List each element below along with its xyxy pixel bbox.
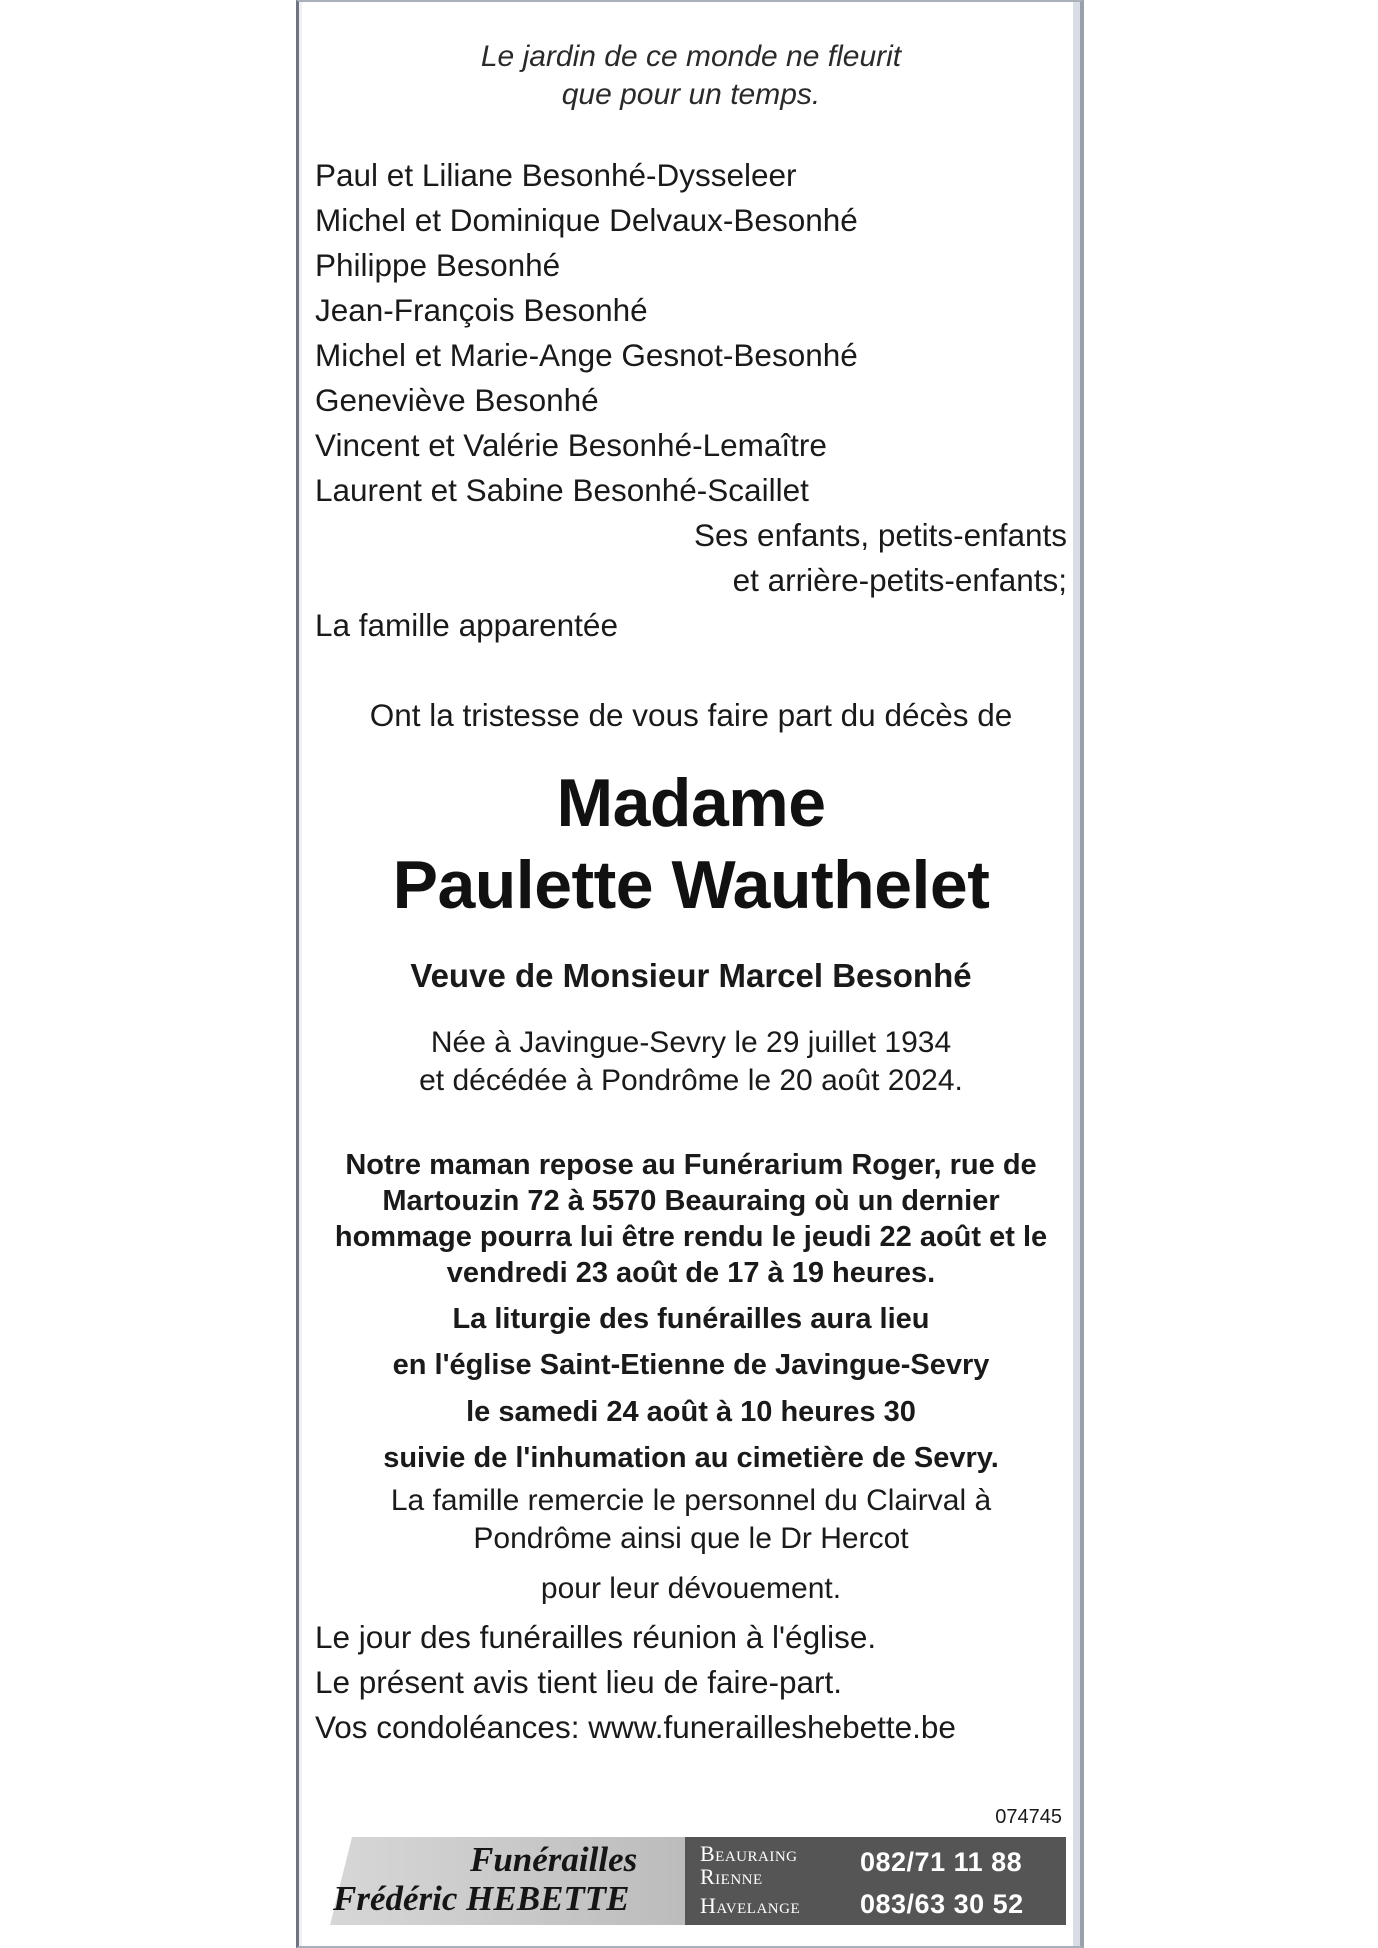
town-rienne: Rienne bbox=[700, 1864, 763, 1889]
details-line-5: La liturgie des funérailles aura lieu bbox=[452, 1303, 930, 1335]
details-line-6: en l'église Saint-Etienne de Javingue-Sevry bbox=[392, 1349, 990, 1381]
details-line-4: vendredi 23 août de 17 à 19 heures. bbox=[446, 1257, 936, 1289]
reference-number: 074745 bbox=[995, 1806, 1062, 1828]
family-member-2: Michel et Dominique Delvaux-Besonhé bbox=[315, 202, 858, 238]
family-member-6: Geneviève Besonhé bbox=[315, 382, 599, 418]
thanks-line-2: Pondrôme ainsi que le Dr Hercot bbox=[473, 1522, 909, 1555]
descendants-line-2: et arrière-petits-enfants; bbox=[732, 562, 1067, 598]
phone-havelange: 083/63 30 52 bbox=[860, 1889, 1024, 1919]
descendants-line-1: Ses enfants, petits-enfants bbox=[694, 517, 1067, 553]
funeral-home-banner bbox=[330, 1837, 1066, 1925]
closing-line-2: Le présent avis tient lieu de faire-part. bbox=[315, 1664, 843, 1700]
family-member-8: Laurent et Sabine Besonhé-Scaillet bbox=[315, 472, 809, 508]
thanks-line-3: pour leur dévouement. bbox=[540, 1572, 842, 1605]
obituary-content bbox=[315, 0, 1067, 1948]
related-family: La famille apparentée bbox=[315, 607, 618, 643]
details-line-8: suivie de l'inhumation au cimetière de Sevry. bbox=[383, 1442, 999, 1474]
death-line: et décédée à Pondrôme le 20 août 2024. bbox=[419, 1064, 963, 1097]
details-line-3: hommage pourra lui être rendu le jeudi 22 août et le bbox=[334, 1221, 1048, 1253]
details-line-1: Notre maman repose au Funérarium Roger, rue de bbox=[345, 1149, 1037, 1181]
closing-line-1: Le jour des funérailles réunion à l'église. bbox=[315, 1619, 877, 1655]
phone-beauraing-rienne: 082/71 11 88 bbox=[860, 1847, 1023, 1877]
announcement: Ont la tristesse de vous faire part du décès de bbox=[369, 697, 1013, 733]
epigraph-line-2: que pour un temps. bbox=[561, 78, 821, 111]
firm-name-line-1: Funérailles bbox=[470, 1840, 638, 1879]
deceased-name: Paulette Wauthelet bbox=[392, 847, 990, 923]
family-member-3: Philippe Besonhé bbox=[315, 247, 561, 283]
town-beauraing: Beauraing bbox=[700, 1841, 798, 1866]
details-line-2: Martouzin 72 à 5570 Beauraing où un dernier bbox=[382, 1185, 1000, 1217]
town-havelange: Havelange bbox=[700, 1893, 801, 1918]
family-member-1: Paul et Liliane Besonhé-Dysseleer bbox=[315, 157, 797, 193]
deceased-title: Madame bbox=[556, 765, 826, 841]
family-member-7: Vincent et Valérie Besonhé-Lemaître bbox=[315, 427, 827, 463]
firm-name-line-2: Frédéric HEBETTE bbox=[333, 1879, 630, 1918]
closing-line-3: Vos condoléances: www.funerailleshebette.be bbox=[315, 1709, 956, 1745]
widow-of: Veuve de Monsieur Marcel Besonhé bbox=[410, 957, 972, 994]
details-line-7: le samedi 24 août à 10 heures 30 bbox=[466, 1396, 916, 1428]
family-member-5: Michel et Marie-Ange Gesnot-Besonhé bbox=[315, 337, 858, 373]
birth-line: Née à Javingue-Sevry le 29 juillet 1934 bbox=[430, 1026, 952, 1059]
epigraph-line-1: Le jardin de ce monde ne fleurit bbox=[480, 40, 902, 73]
family-member-4: Jean-François Besonhé bbox=[315, 292, 648, 328]
thanks-line-1: La famille remercie le personnel du Clairval à bbox=[390, 1484, 992, 1517]
